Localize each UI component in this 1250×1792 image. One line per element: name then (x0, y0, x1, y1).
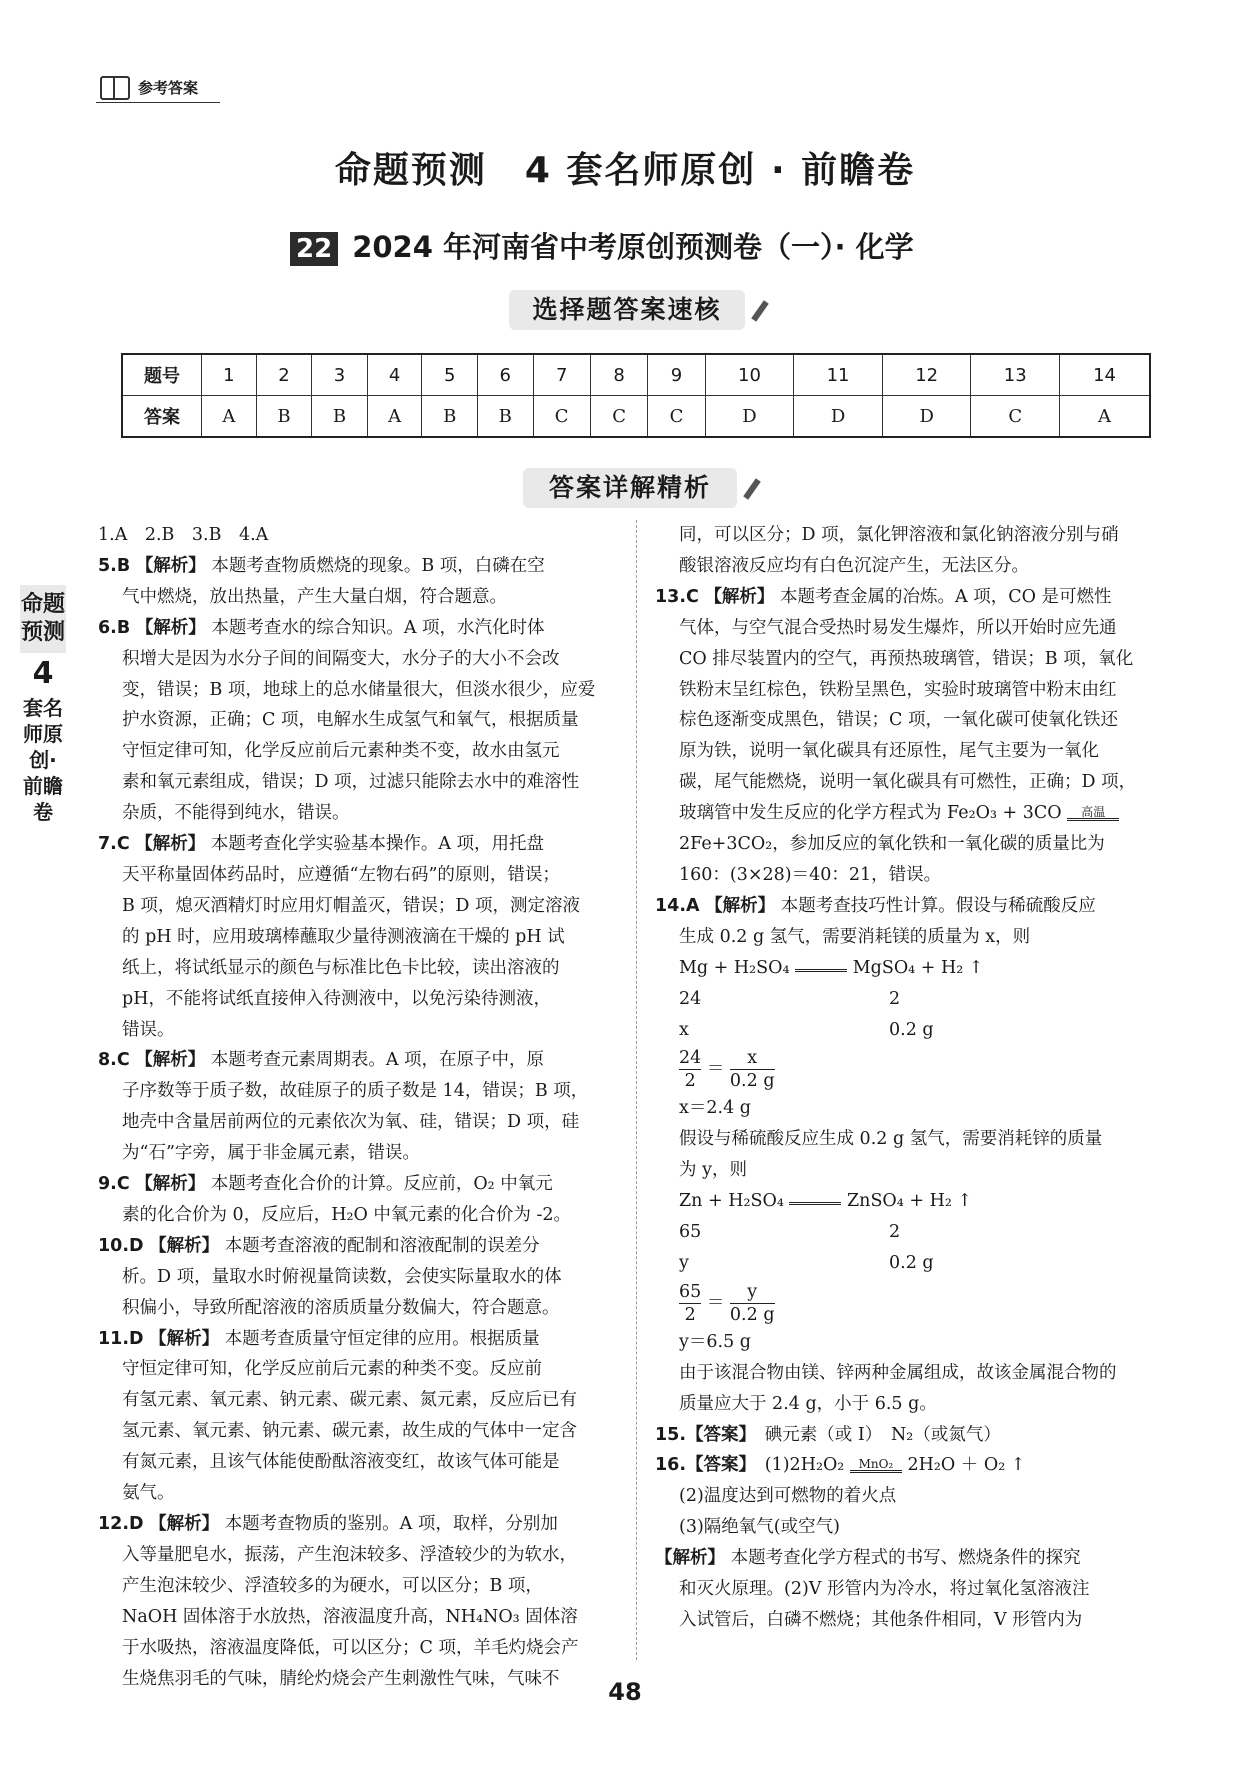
mg-frac-right (730, 1047, 775, 1092)
mg-unknown-d: 0.2 g (889, 1019, 934, 1040)
analysis-tag: 【解析】 (149, 1235, 220, 1256)
q14-line: 质量应大于 2.4 g，小于 6.5 g。 (679, 1393, 937, 1414)
question-number-cell: 8 (590, 354, 647, 396)
detail-heading (523, 468, 737, 508)
q14-line: 由于该混合物由镁、锌两种金属组成，故该金属混合物的 (679, 1362, 1117, 1383)
zn-eq-right: ZnSO₄ + H₂ ↑ (847, 1191, 973, 1212)
answer-line: 杂质，不能得到纯水，错误。 (122, 803, 350, 824)
answer-number: 12.D (98, 1514, 144, 1534)
frac-den: 0.2 g (729, 1071, 775, 1092)
mg-unknown-c: x (679, 1019, 689, 1040)
answer-cell: A (1060, 396, 1150, 438)
q14-line: 为 y，则 (679, 1160, 747, 1181)
answer-cell: B (312, 396, 368, 438)
answer-line: 为“石”字旁，属于非金属元素，错误。 (122, 1143, 420, 1164)
question-number-cell: 13 (971, 354, 1060, 396)
answer-line: 纸上，将试纸显示的颜色与标准比色卡比较，读出溶液的 (122, 957, 560, 978)
answer-number: 11.D (98, 1328, 144, 1349)
question-number-cell: 2 (256, 354, 312, 396)
mg-result: x＝2.4 g (679, 1098, 751, 1119)
frac-num: x (730, 1047, 775, 1070)
row-label-question: 题号 (122, 354, 202, 396)
pencil-icon (751, 300, 769, 321)
answer-line: 入等量肥皂水，振荡，产生泡沫较多、浮渣较少的为软水， (122, 1544, 577, 1565)
answer-line: 的 pH 时，应用玻璃棒蘸取少量待测液滴在干燥的 pH 试 (122, 926, 565, 947)
answer-line: 守恒定律可知，化学反应前后元素种类不变，故水由氢元 (122, 741, 560, 762)
answer-cell: C (971, 396, 1060, 438)
column-divider (636, 520, 637, 1660)
zn-unknown-c: y (679, 1252, 689, 1273)
q14-line: 本题考查技巧性计算。假设与稀硫酸反应 (780, 895, 1096, 916)
question-number-cell: 4 (367, 354, 422, 396)
answer-line: 护水资源，正确；C 项，电解水生成氢气和氧气，根据质量 (122, 710, 579, 731)
section-title-text: 2024 年河南省中考原创预测卷（一）· 化学 (352, 230, 914, 264)
answer-cell: C (648, 396, 705, 438)
answer-line: 变，错误；B 项，地球上的总水储量很大，但淡水很少，应爱 (122, 679, 596, 700)
answer-line: 错误。 (122, 1019, 175, 1040)
question-number-cell: 10 (705, 354, 794, 396)
answer-line (98, 551, 618, 582)
book-icon (100, 76, 130, 100)
q16-line: 入试管后，白磷不燃烧；其他条件相同，V 形管内为 (679, 1610, 1083, 1630)
answer-line: 积增大是因为水分子间的间隔变大，水分子的大小不会改 (122, 648, 560, 669)
page-title: 命题预测 4 套名师原创 · 前瞻卷 (334, 150, 916, 191)
answer-cell: B (422, 396, 478, 438)
answer-cell: A (202, 396, 257, 438)
q13-line-0: 本题考查金属的冶炼。A 项，CO 是可燃性 (780, 586, 1112, 607)
zn-unknown-row (655, 1248, 1175, 1279)
answer-cell: B (256, 396, 312, 438)
answer-line (98, 1231, 618, 1262)
question-number-cell: 14 (1060, 354, 1150, 396)
side-tab-rest: 套名师原创·前瞻卷 (23, 696, 63, 824)
answer-text: 本题考查化合价的计算。反应前，O₂ 中氧元 (210, 1174, 553, 1195)
pencil-icon (743, 478, 761, 499)
section-number: 22 (290, 232, 338, 266)
mg-equation (655, 953, 1175, 984)
answer-number: 9.C (98, 1174, 130, 1195)
q13-line: 碳，尾气能燃烧，说明一氧化碳具有可燃性，正确；D 项， (679, 772, 1137, 793)
q16-eq-right: 2H₂O ＋ O₂ ↑ (907, 1455, 1026, 1476)
answer-line (98, 1324, 618, 1355)
answer-line: 素和氧元素组成，错误；D 项，过滤只能除去水中的难溶性 (122, 772, 580, 793)
mg-eq-right: MgSO₄ + H₂ ↑ (852, 957, 984, 978)
answer-number: 5.B (98, 555, 131, 576)
answer-number: 8.C (98, 1050, 130, 1071)
question-number-cell: 7 (533, 354, 590, 396)
answer-line (98, 1045, 618, 1076)
question-number-cell: 5 (422, 354, 478, 396)
q13-line: 棕色逐渐变成黑色，错误；C 项，一氧化碳可使氧化铁还 (679, 710, 1118, 731)
answer-text: 本题考查化学实验基本操作。A 项，用托盘 (210, 834, 545, 855)
answer-line: 产生泡沫较少、浮渣较多的为硬水，可以区分；B 项， (122, 1575, 543, 1596)
side-tab-number: 4 (32, 656, 54, 691)
zn-frac-left (679, 1281, 701, 1326)
q14-line: 假设与稀硫酸反应生成 0.2 g 氢气，需要消耗锌的质量 (679, 1129, 1103, 1150)
equation-condition (1067, 806, 1119, 821)
question-row (122, 354, 1150, 396)
question-number-cell: 12 (882, 354, 971, 396)
mg-eq-left: Mg + H₂SO₄ (679, 957, 790, 978)
zn-ratio-row (655, 1217, 1175, 1248)
answer-table (121, 353, 1151, 438)
side-tab-top: 命题预测 (20, 585, 66, 653)
zn-ratio-b: 2 (889, 1222, 901, 1243)
quick-answers-heading (509, 290, 745, 330)
answer-cell: A (367, 396, 422, 438)
question-number-cell: 9 (648, 354, 705, 396)
answer-line: 素的化合价为 0，反应后，H₂O 中氧元素的化合价为 -2。 (122, 1204, 571, 1225)
analysis-tag: 【解析】 (135, 555, 206, 576)
answer-cell: C (533, 396, 590, 438)
answer-line: B 项，熄灭酒精灯时应用灯帽盖灭，错误；D 项，测定溶液 (122, 895, 581, 916)
answer-number: 7.C (98, 834, 130, 855)
row-label-answer: 答案 (122, 396, 202, 438)
page-header (96, 72, 220, 103)
answer-line: 有氮元素，且该气体能使酚酞溶液变红，故该气体可能是 (122, 1452, 560, 1473)
answer-cell: D (705, 396, 794, 438)
answer-text: 本题考查元素周期表。A 项，在原子中，原 (210, 1050, 545, 1071)
mg-ratio-b: 2 (889, 988, 901, 1009)
q13-line: CO 排尽装置内的空气，再预热玻璃管，错误；B 项，氧化 (679, 648, 1134, 669)
answer-number: 10.D (98, 1235, 144, 1256)
q13-line: 铁粉末呈红棕色，铁粉呈黑色，实验时玻璃管中粉末由红 (679, 679, 1117, 700)
analysis-tag: 【解析】 (135, 1174, 206, 1195)
answer-number: 6.B (98, 617, 131, 638)
answer-text: 本题考查物质燃烧的现象。B 项，白磷在空 (211, 555, 545, 576)
q13-line: 160：(3×28)＝40：21，错误。 (679, 864, 942, 885)
answer-line: 析。D 项，量取水时俯视量筒读数，会使实际量取水的体 (122, 1266, 562, 1287)
q16-line: 本题考查化学方程式的书写、燃烧条件的探究 (730, 1548, 1081, 1569)
q16-tag: 【答案】 (686, 1455, 748, 1476)
q16-line: 和灭火原理。(2)V 形管内为冷水，将过氧化氢溶液注 (679, 1579, 1090, 1600)
answer-text: 本题考查物质的鉴别。A 项，取样，分别加 (224, 1514, 558, 1534)
answer-cell: D (794, 396, 883, 438)
answer-line: 氨气。 (122, 1483, 175, 1504)
q13-tag: 【解析】 (704, 586, 775, 607)
q13-line: 气体，与空气混合受热时易发生爆炸，所以开始时应先通 (679, 617, 1117, 638)
question-number-cell: 3 (312, 354, 368, 396)
answer-text: 本题考查水的综合知识。A 项，水汽化时体 (211, 617, 545, 638)
answer-line: 于水吸热，溶液温度降低，可以区分；C 项，羊毛灼烧会产 (122, 1637, 579, 1658)
eq-catalyst-text: MnO₂ (850, 1458, 902, 1473)
answer-cell: C (590, 396, 647, 438)
answer-text: 本题考查质量守恒定律的应用。根据质量 (224, 1328, 540, 1349)
answer-line: NaOH 固体溶于水放热，溶液温度升高，NH₄NO₃ 固体溶 (122, 1606, 578, 1627)
zn-ratio-a: 65 (679, 1222, 702, 1243)
answer-text: 本题考查溶液的配制和溶液配制的误差分 (224, 1235, 540, 1256)
zn-frac-right (730, 1281, 775, 1326)
frac-num: y (730, 1281, 775, 1304)
zn-fraction: $\frac{65}{2}$ ＝ $\frac{y}{0.2 g}$ (679, 1281, 775, 1325)
q15-answer: 碘元素（或 I） N₂（或氮气） (764, 1424, 1001, 1445)
left-column (98, 520, 618, 1694)
q14-number: 14.A (655, 895, 700, 916)
analysis-tag: 【解析】 (149, 1328, 220, 1349)
answer-line: 守恒定律可知，化学反应前后元素的种类不变。反应前 (122, 1359, 542, 1380)
side-tab (20, 585, 66, 825)
question-number-cell: 1 (202, 354, 257, 396)
q16-analysis-tag: 【解析】 (655, 1548, 725, 1569)
q13-line: 2Fe+3CO₂，参加反应的氧化铁和一氧化碳的质量比为 (679, 834, 1105, 855)
frac-den: 2 (684, 1304, 696, 1325)
q16-eq-left: (1)2H₂O₂ (764, 1455, 845, 1476)
equals-sign (795, 965, 847, 972)
answer-line (98, 1509, 618, 1540)
mg-ratio-row (655, 984, 1175, 1015)
analysis-tag: 【解析】 (135, 1050, 206, 1071)
mg-fraction: $\frac{24}{2}$ ＝ $\frac{x}{0.2 g}$ (679, 1048, 775, 1092)
q16-number: 16. (655, 1455, 687, 1476)
answer-line (98, 613, 618, 644)
answer-line: 1.A 2.B 3.B 4.A (98, 525, 269, 545)
mg-ratio-a: 24 (679, 988, 702, 1009)
zn-eq-left: Zn + H₂SO₄ (679, 1191, 784, 1212)
answer-line: pH，不能将试纸直接伸入待测液中，以免污染待测液， (122, 988, 551, 1009)
equals-sign (789, 1198, 841, 1205)
detail-heading-text: 答案详解精析 (548, 473, 711, 502)
answer-line (98, 829, 618, 860)
eq-condition-text: 高温 (1067, 806, 1119, 821)
q12-continued-1: 同，可以区分；D 项，氯化钾溶液和氯化钠溶液分别与硝 (679, 525, 1119, 545)
section-title (290, 225, 914, 266)
answer-row (122, 396, 1150, 438)
analysis-tag: 【解析】 (135, 834, 206, 855)
q14-line: 生成 0.2 g 氢气，需要消耗镁的质量为 x，则 (679, 926, 1031, 947)
frac-den: 0.2 g (729, 1304, 775, 1325)
answer-line: 地壳中含量居前两位的元素依次为氧、硅，错误；D 项，硅 (122, 1112, 580, 1133)
answer-cell: D (882, 396, 971, 438)
frac-den: 2 (684, 1071, 696, 1092)
answer-line: 气中燃烧，放出热量，产生大量白烟，符合题意。 (122, 586, 507, 607)
zn-result: y＝6.5 g (679, 1331, 751, 1352)
q16-answer-2: (2)温度达到可燃物的着火点 (679, 1486, 897, 1507)
frac-num: 65 (679, 1281, 702, 1302)
analysis-tag: 【解析】 (149, 1514, 220, 1534)
q14-tag: 【解析】 (705, 895, 776, 916)
quick-answers-heading-text: 选择题答案速核 (532, 295, 722, 324)
q13-number: 13.C (655, 586, 699, 607)
analysis-tag: 【解析】 (135, 617, 206, 638)
answer-line: 天平称量固体药品时，应遵循“左物右码”的原则，错误； (122, 864, 560, 885)
q13-equation (655, 798, 1175, 829)
answer-cell: B (477, 396, 533, 438)
mg-unknown-row (655, 1015, 1175, 1046)
answer-line: 有氢元素、氧元素、钠元素、碳元素、氮元素，反应后已有 (122, 1390, 577, 1411)
answer-line: 氢元素、氧元素、钠元素、碳元素，故生成的气体中一定含 (122, 1421, 577, 1442)
q13-eq-left: 玻璃管中发生反应的化学方程式为 Fe₂O₃ + 3CO (679, 803, 1062, 824)
frac-num: 24 (679, 1048, 702, 1069)
question-number-cell: 6 (477, 354, 533, 396)
answer-line: 子序数等于质子数，故硅原子的质子数是 14，错误；B 项， (122, 1081, 589, 1102)
answer-line (98, 1169, 618, 1200)
right-column (655, 520, 1175, 1636)
q12-continued-2: 酸银溶液反应均有白色沉淀产生，无法区分。 (679, 555, 1029, 576)
header-label: 参考答案 (138, 79, 199, 97)
q13-line: 原为铁，说明一氧化碳具有还原性，尾气主要为一氧化 (679, 741, 1099, 762)
answer-line: 积偏小，导致所配溶液的溶质质量分数偏大，符合题意。 (122, 1297, 560, 1318)
q15-number: 15. (655, 1424, 687, 1445)
q16-answer-3: (3)隔绝氧气(或空气) (679, 1517, 840, 1538)
mg-frac-left (679, 1047, 701, 1092)
zn-unknown-d: 0.2 g (889, 1252, 934, 1273)
answer-line: 生烧焦羽毛的气味，腈纶灼烧会产生刺激性气味，气味不 (122, 1668, 560, 1689)
equation-condition (850, 1458, 902, 1473)
q15-tag: 【答案】 (686, 1424, 748, 1445)
zn-equation (655, 1186, 1175, 1217)
page-number: 48 (608, 1678, 642, 1706)
question-number-cell: 11 (794, 354, 883, 396)
